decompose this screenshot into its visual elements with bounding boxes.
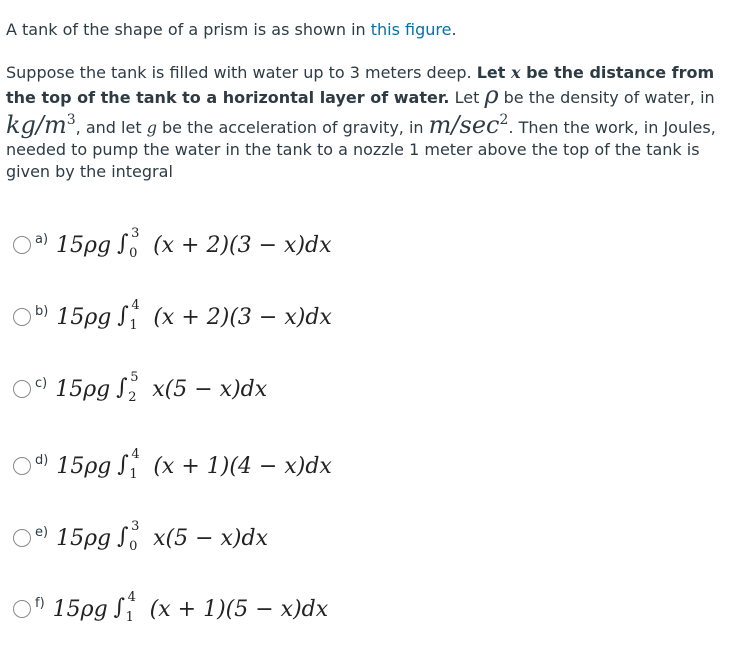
option-e-lower-limit: 0 <box>129 539 138 554</box>
option-c[interactable] <box>13 370 268 405</box>
density-unit-exponent: 3 <box>66 112 76 128</box>
option-d-upper-limit: 4 <box>131 447 140 462</box>
bold-text-2: be the distance from the top of the tank to a horizontal layer of water. <box>6 63 715 107</box>
option-f-radio[interactable] <box>13 600 31 618</box>
option-a-integrand: (x + 2)(3 − x)dx <box>153 232 332 258</box>
option-b-integrand: (x + 2)(3 − x)dx <box>153 304 332 330</box>
option-b-formula <box>56 298 332 333</box>
option-e-integrand: x(5 − x)dx <box>153 525 268 551</box>
option-d-formula <box>56 447 332 482</box>
option-d-lower-limit: 1 <box>129 467 138 482</box>
intro-prefix: A tank of the shape of a prism is as shown in <box>6 20 371 39</box>
option-e[interactable] <box>13 519 268 554</box>
option-b-lower-limit: 1 <box>129 318 138 333</box>
option-f[interactable] <box>13 590 329 625</box>
option-f-coefficient: 15ρg <box>52 596 108 622</box>
option-e-upper-limit: 3 <box>131 519 140 534</box>
option-a[interactable] <box>13 226 332 261</box>
option-e-letter: e) <box>35 524 49 540</box>
option-b-upper-limit: 4 <box>131 298 140 313</box>
option-e-formula <box>56 519 268 554</box>
integral-icon: ∫ 3 0 <box>117 519 140 554</box>
intro-suffix: . <box>451 20 457 39</box>
density-unit <box>6 111 76 139</box>
option-c-radio[interactable] <box>13 380 31 398</box>
variable-x: x <box>510 63 521 82</box>
option-a-coefficient: 15ρg <box>56 232 112 258</box>
option-e-radio[interactable] <box>13 529 31 547</box>
accel-unit-exponent: 2 <box>499 112 509 128</box>
option-a-upper-limit: 3 <box>131 226 140 241</box>
option-d-integrand: (x + 1)(4 − x)dx <box>153 453 332 479</box>
option-a-radio[interactable] <box>13 236 31 254</box>
option-f-formula <box>52 590 329 625</box>
integral-icon: ∫ 4 1 <box>113 590 136 625</box>
question-text-2: Let <box>449 88 485 107</box>
accel-unit-base: m/sec <box>428 111 500 139</box>
question-text <box>6 62 746 183</box>
gravity-symbol: g <box>146 118 157 137</box>
option-c-letter: c) <box>35 375 48 391</box>
option-c-upper-limit: 5 <box>130 370 139 385</box>
density-unit-base: kg/m <box>6 111 67 139</box>
option-f-letter: f) <box>35 595 45 611</box>
option-a-formula <box>56 226 332 261</box>
option-a-letter: a) <box>35 231 49 247</box>
integral-icon: ∫ 4 1 <box>117 298 140 333</box>
integral-icon: ∫ 5 2 <box>116 370 139 405</box>
option-f-integrand: (x + 1)(5 − x)dx <box>149 596 329 622</box>
question-text-6: . Then the work, in Joules, needed to pump the water in the tank to a nozzle 1 meter above the top of the tank is given by the integral <box>6 118 716 181</box>
rho-symbol: ρ <box>484 81 499 109</box>
question-sentence-1: Suppose the tank is filled with water up to 3 meters deep. <box>6 63 477 82</box>
option-d-coefficient: 15ρg <box>56 453 112 479</box>
option-b[interactable] <box>13 298 332 333</box>
option-e-coefficient: 15ρg <box>56 525 112 551</box>
option-d-radio[interactable] <box>13 457 31 475</box>
question-text-3: be the density of water, in <box>498 88 715 107</box>
integral-icon: ∫ 4 1 <box>117 447 140 482</box>
option-d[interactable] <box>13 447 332 482</box>
integral-icon: ∫ 3 0 <box>117 226 140 261</box>
option-b-radio[interactable] <box>13 308 31 326</box>
accel-unit <box>429 111 509 139</box>
question-text-5: be the acceleration of gravity, in <box>156 118 429 137</box>
question-text-4: , and let <box>75 118 147 137</box>
option-c-formula <box>55 370 268 405</box>
option-c-coefficient: 15ρg <box>55 376 111 402</box>
bold-text-1: Let <box>476 63 511 82</box>
intro-text <box>6 19 457 41</box>
option-c-integrand: x(5 − x)dx <box>152 376 268 402</box>
option-b-coefficient: 15ρg <box>56 304 112 330</box>
option-b-letter: b) <box>35 303 49 319</box>
option-f-lower-limit: 1 <box>125 610 134 625</box>
option-c-lower-limit: 2 <box>128 390 137 405</box>
option-a-lower-limit: 0 <box>129 246 138 261</box>
option-f-upper-limit: 4 <box>127 590 136 605</box>
option-d-letter: d) <box>35 452 49 468</box>
figure-link[interactable]: this figure <box>370 20 452 39</box>
